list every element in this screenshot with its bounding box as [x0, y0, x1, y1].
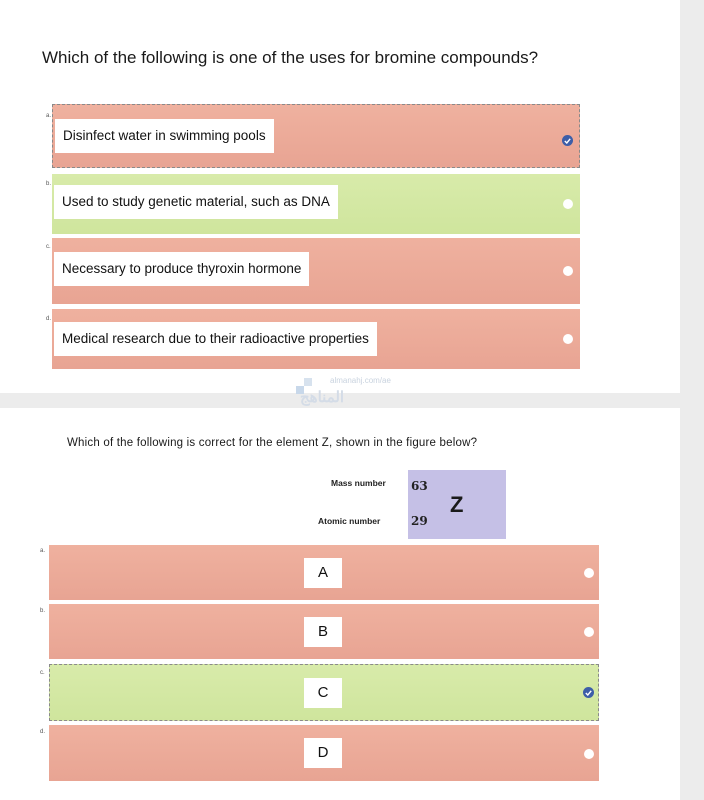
q1-option-a[interactable] [52, 104, 580, 168]
option-letter: c. [40, 670, 45, 676]
radio-checked-icon[interactable] [583, 687, 594, 698]
option-letter: b. [46, 181, 52, 187]
watermark [290, 372, 420, 422]
question-2-text: Which of the following is correct for the element Z, shown in the figure below? [67, 437, 478, 449]
radio-icon[interactable] [584, 568, 594, 578]
option-letter: c. [46, 244, 51, 250]
option-label: C [304, 678, 342, 708]
mass-number-label: Mass number [331, 478, 386, 488]
option-label: Used to study genetic material, such as DNA [54, 185, 338, 219]
element-symbol: Z [450, 492, 464, 517]
option-letter: d. [40, 729, 46, 735]
option-letter: a. [46, 113, 52, 119]
element-figure [408, 470, 506, 539]
radio-checked-icon[interactable] [562, 135, 573, 146]
q2-option-d[interactable] [49, 725, 599, 781]
q2-option-b[interactable] [49, 604, 599, 659]
q2-option-c[interactable] [49, 664, 599, 721]
option-label: Necessary to produce thyroxin hormone [54, 252, 309, 286]
option-letter: d. [46, 316, 52, 322]
watermark-logo: المناهج [300, 389, 345, 406]
radio-icon[interactable] [563, 266, 573, 276]
atomic-number-value: 29 [411, 514, 428, 528]
question-1-text: Which of the following is one of the uses for bromine compounds? [42, 48, 539, 67]
option-letter: a. [40, 548, 46, 554]
radio-icon[interactable] [563, 199, 573, 209]
q1-option-c[interactable] [52, 238, 580, 304]
q1-option-b[interactable] [52, 174, 580, 234]
q2-option-a[interactable] [49, 545, 599, 600]
q1-option-d[interactable] [52, 309, 580, 369]
option-letter: b. [40, 608, 46, 614]
option-label: A [304, 558, 342, 588]
option-label: B [304, 617, 342, 647]
mass-number-value: 63 [411, 479, 428, 493]
option-label: Medical research due to their radioactive properties [54, 322, 377, 356]
option-label: D [304, 738, 342, 768]
radio-icon[interactable] [584, 627, 594, 637]
watermark-url: almanahj.com/ae [330, 376, 391, 385]
atomic-number-label: Atomic number [318, 516, 381, 526]
radio-icon[interactable] [584, 749, 594, 759]
watermark-square-icon [304, 378, 312, 386]
radio-icon[interactable] [563, 334, 573, 344]
option-label: Disinfect water in swimming pools [55, 119, 274, 153]
